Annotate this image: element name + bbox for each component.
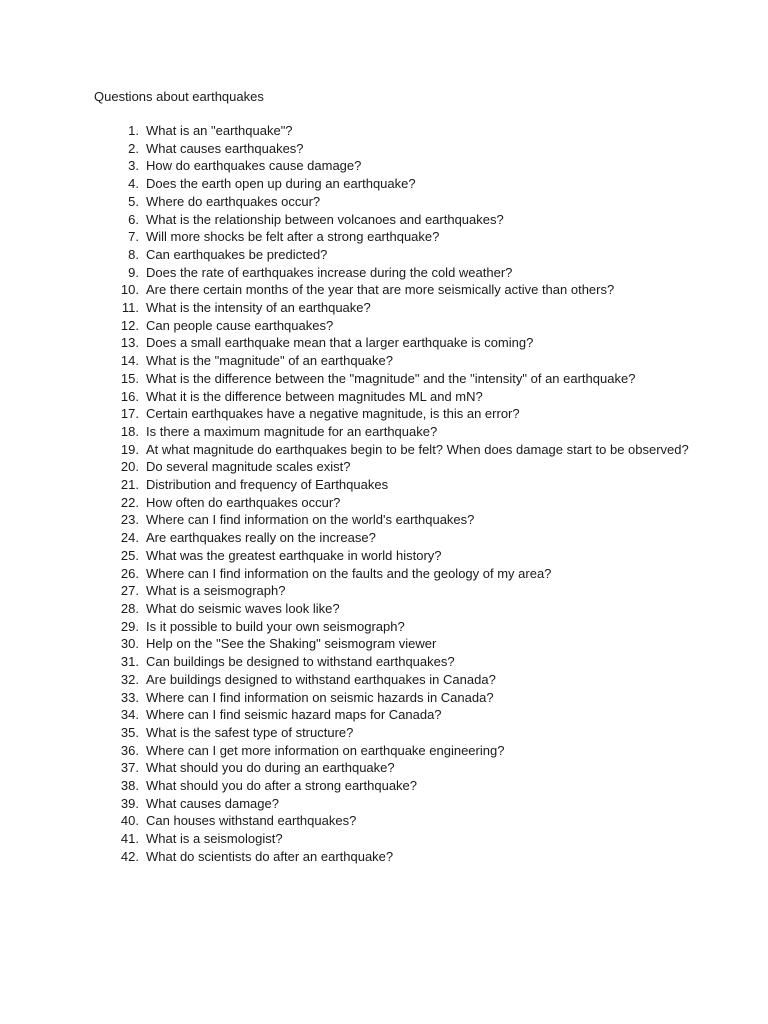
question-number: 4. [128, 176, 139, 192]
question-text: Where can I find information on seismic hazards in Canada? [146, 689, 494, 705]
question-text: What is the intensity of an earthquake? [146, 300, 371, 316]
list-item [94, 759, 694, 777]
list-item [94, 157, 694, 175]
question-number: 7. [128, 229, 139, 245]
question-number: 28. [120, 600, 139, 616]
question-number: 3. [128, 158, 139, 174]
question-text: Are there certain months of the year that are more seismically active than others? [146, 282, 615, 298]
question-number: 38. [120, 778, 139, 794]
question-number: 23. [120, 512, 139, 528]
list-item [94, 211, 694, 229]
list-item [94, 299, 694, 317]
question-text: What should you do during an earthquake? [146, 760, 395, 776]
question-text: Is there a maximum magnitude for an earthquake? [146, 423, 438, 439]
list-item [94, 529, 694, 547]
list-item [94, 122, 694, 140]
question-text: What was the greatest earthquake in world history? [146, 547, 442, 563]
question-number: 36. [120, 742, 139, 758]
question-number: 40. [120, 813, 139, 829]
question-text: Can buildings be designed to withstand earthquakes? [146, 654, 455, 670]
list-item [94, 582, 694, 600]
list-item [94, 689, 694, 707]
list-item [94, 777, 694, 795]
question-number: 17. [120, 406, 139, 422]
question-number: 14. [120, 353, 139, 369]
question-number: 22. [120, 494, 139, 510]
question-number: 6. [128, 211, 139, 227]
question-text: What should you do after a strong earthquake? [146, 778, 418, 794]
question-text: What causes damage? [146, 795, 279, 811]
list-item [94, 317, 694, 335]
list-item [94, 193, 694, 211]
list-item [94, 281, 694, 299]
question-number: 29. [120, 618, 139, 634]
question-text: How often do earthquakes occur? [146, 494, 341, 510]
list-item [94, 511, 694, 529]
list-item [94, 494, 694, 512]
question-text: Does the earth open up during an earthquake? [146, 176, 416, 192]
question-text: At what magnitude do earthquakes begin to be felt? When does damage start to be observed? [146, 441, 689, 457]
question-number: 26. [120, 565, 139, 581]
question-number: 10. [120, 282, 139, 298]
question-number: 30. [120, 636, 139, 652]
list-item [94, 618, 694, 636]
list-item [94, 441, 694, 459]
list-item [94, 458, 694, 476]
question-number: 16. [120, 388, 139, 404]
question-text: Can houses withstand earthquakes? [146, 813, 357, 829]
question-text: What causes earthquakes? [146, 140, 304, 156]
question-text: What is a seismograph? [146, 583, 286, 599]
question-text: What is the safest type of structure? [146, 724, 354, 740]
question-number: 19. [120, 441, 139, 457]
list-item [94, 653, 694, 671]
list-item [94, 812, 694, 830]
question-text: Where can I get more information on earthquake engineering? [146, 742, 505, 758]
list-item [94, 423, 694, 441]
list-item [94, 352, 694, 370]
question-list [94, 122, 694, 866]
question-text: Can people cause earthquakes? [146, 317, 334, 333]
list-item [94, 388, 694, 406]
list-item [94, 742, 694, 760]
question-number: 21. [120, 477, 139, 493]
question-text: Are buildings designed to withstand earthquakes in Canada? [146, 671, 496, 687]
question-number: 35. [120, 724, 139, 740]
list-item [94, 228, 694, 246]
question-number: 2. [128, 140, 139, 156]
list-item [94, 246, 694, 264]
question-text: What is the "magnitude" of an earthquake? [146, 353, 393, 369]
list-item [94, 830, 694, 848]
question-number: 42. [120, 848, 139, 864]
question-number: 34. [120, 707, 139, 723]
list-item [94, 706, 694, 724]
question-text: Help on the "See the Shaking" seismogram viewer [146, 636, 437, 652]
list-item [94, 140, 694, 158]
question-text: What do seismic waves look like? [146, 600, 340, 616]
question-number: 11. [121, 300, 139, 316]
list-item [94, 724, 694, 742]
question-text: Distribution and frequency of Earthquakes [146, 477, 389, 493]
question-number: 18. [120, 423, 139, 439]
question-number: 32. [120, 671, 139, 687]
question-number: 13. [120, 335, 139, 351]
list-item [94, 334, 694, 352]
question-number: 9. [128, 264, 139, 280]
list-item [94, 671, 694, 689]
list-item [94, 264, 694, 282]
question-text: Certain earthquakes have a negative magnitude, is this an error? [146, 406, 520, 422]
question-number: 33. [120, 689, 139, 705]
question-text: What is an "earthquake"? [146, 123, 293, 138]
question-number: 25. [120, 547, 139, 563]
list-item [94, 848, 694, 866]
document-title: Questions about earthquakes [94, 89, 264, 104]
question-text: Are earthquakes really on the increase? [146, 530, 376, 546]
question-text: How do earthquakes cause damage? [146, 158, 362, 174]
question-number: 20. [120, 459, 139, 475]
question-text: What is the difference between the "magnitude" and the "intensity" of an earthquake? [146, 370, 636, 386]
question-text: Where can I find information on the faults and the geology of my area? [146, 565, 552, 581]
question-text: What do scientists do after an earthquake? [146, 848, 394, 864]
question-number: 27. [120, 583, 139, 599]
question-number: 1. [128, 123, 139, 138]
question-text: What is the relationship between volcanoes and earthquakes? [146, 211, 504, 227]
question-number: 41. [120, 831, 139, 847]
question-number: 12. [120, 317, 139, 333]
list-item [94, 565, 694, 583]
question-text: Does a small earthquake mean that a larger earthquake is coming? [146, 335, 534, 351]
question-text: Do several magnitude scales exist? [146, 459, 351, 475]
list-item [94, 370, 694, 388]
list-item [94, 547, 694, 565]
question-number: 15. [120, 370, 139, 386]
question-text: Where can I find information on the world's earthquakes? [146, 512, 475, 528]
question-text: What is a seismologist? [146, 831, 283, 847]
question-number: 37. [120, 760, 139, 776]
list-item [94, 795, 694, 813]
question-text: Will more shocks be felt after a strong earthquake? [146, 229, 440, 245]
question-text: Can earthquakes be predicted? [146, 246, 328, 262]
question-text: Where can I find seismic hazard maps for Canada? [146, 707, 442, 723]
question-number: 5. [128, 193, 139, 209]
list-item [94, 600, 694, 618]
question-number: 39. [120, 795, 139, 811]
question-text: Where do earthquakes occur? [146, 193, 321, 209]
question-number: 31. [120, 654, 139, 670]
list-item [94, 635, 694, 653]
question-text: Does the rate of earthquakes increase during the cold weather? [146, 264, 513, 280]
question-number: 24. [120, 530, 139, 546]
question-text: What it is the difference between magnitudes ML and mN? [146, 388, 483, 404]
list-item [94, 405, 694, 423]
question-number: 8. [128, 246, 139, 262]
question-text: Is it possible to build your own seismograph? [146, 618, 405, 634]
list-item [94, 175, 694, 193]
list-item [94, 476, 694, 494]
